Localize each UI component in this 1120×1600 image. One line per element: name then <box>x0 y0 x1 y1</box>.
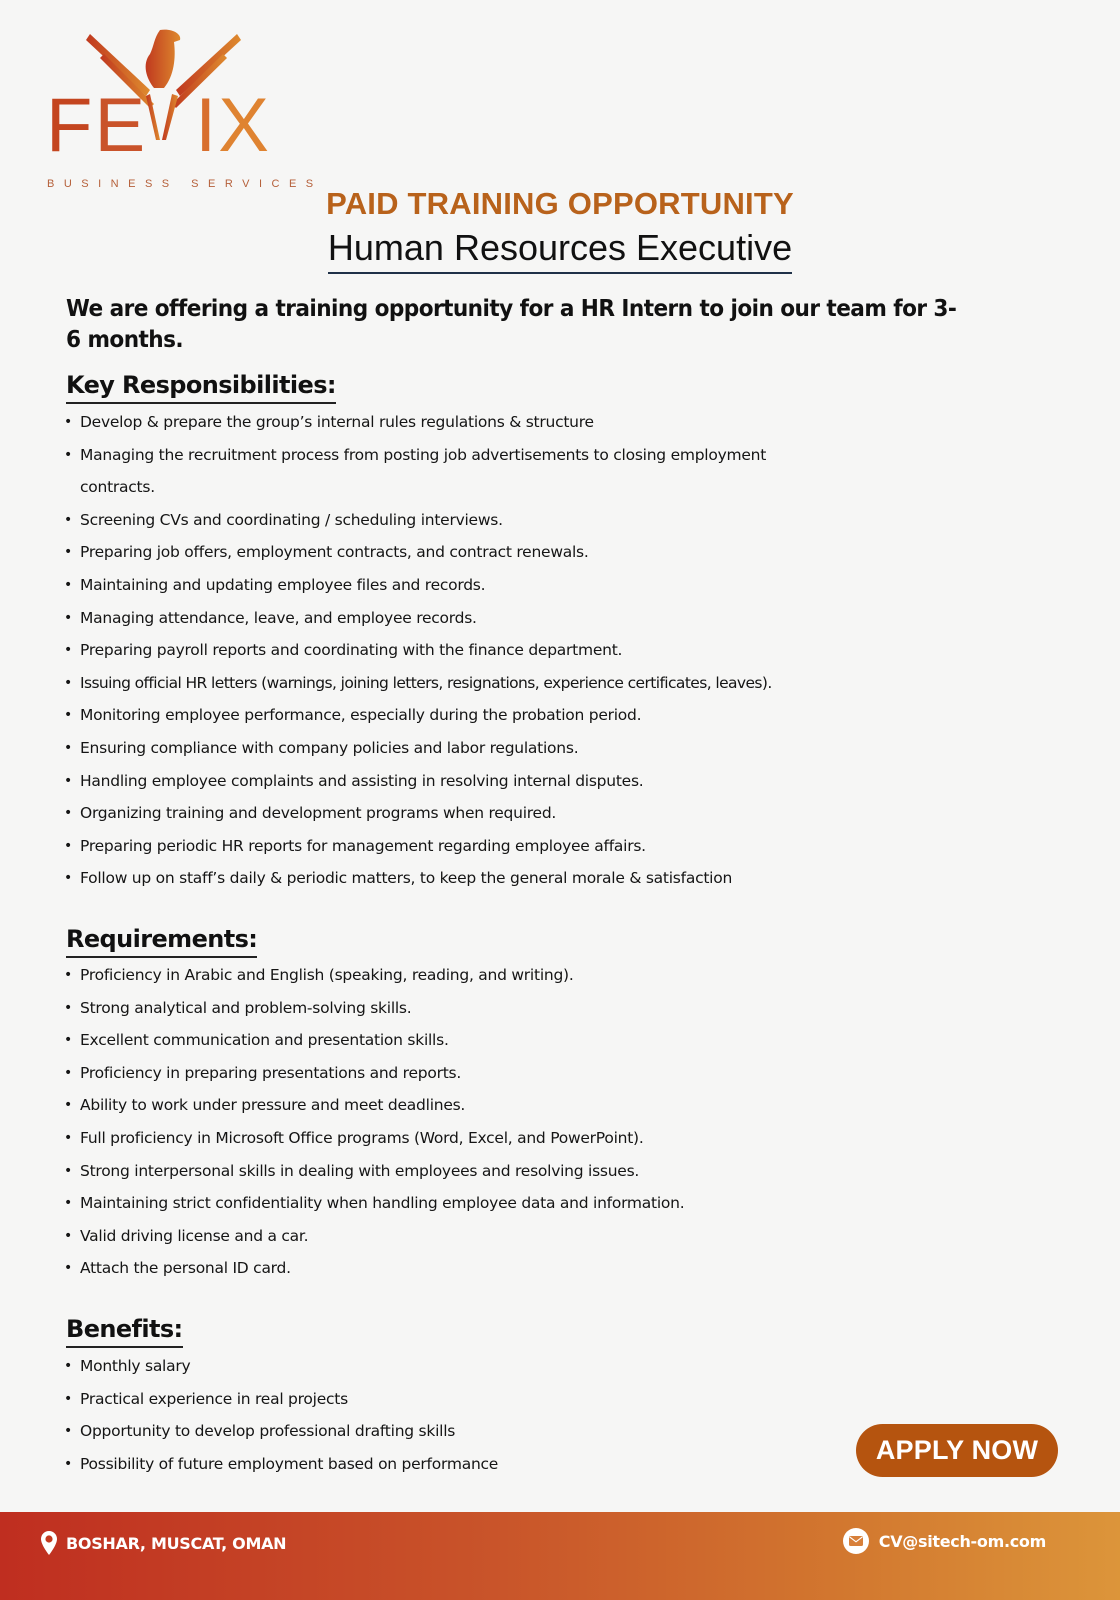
list-item: • Strong interpersonal skills in dealing with employees and resolving issues. <box>64 1155 964 1188</box>
list-item: • Managing attendance, leave, and employee records. <box>64 602 964 635</box>
map-pin-icon <box>40 1530 58 1556</box>
footer <box>0 1512 1120 1600</box>
list-item: • Attach the personal ID card. <box>64 1252 964 1285</box>
list-item: • Ensuring compliance with company policies and labor regulations. <box>64 732 964 765</box>
list-item: • Monthly salary <box>64 1350 964 1383</box>
apply-now-button[interactable]: APPLY NOW <box>856 1424 1058 1477</box>
requirements-list <box>64 959 964 1285</box>
benefits-heading: Benefits: <box>66 1314 183 1348</box>
list-item: • Ability to work under pressure and meet deadlines. <box>64 1089 964 1122</box>
page-title: Human Resources Executive <box>328 226 792 274</box>
list-item: • Possibility of future employment based on performance <box>64 1448 964 1481</box>
requirements-heading: Requirements: <box>66 924 257 958</box>
list-item: • Practical experience in real projects <box>64 1383 964 1416</box>
logo-wordmark: FE IX <box>46 83 271 168</box>
intro-text: We are offering a training opportunity for a HR Intern to join our team for 3-6 months. <box>66 296 957 353</box>
email-link[interactable]: CV@sitech-om.com <box>878 1531 1046 1551</box>
list-item: • Maintaining and updating employee files and records. <box>64 569 964 602</box>
list-item: • Monitoring employee performance, especially during the probation period. <box>64 699 964 732</box>
tagline: PAID TRAINING OPPORTUNITY <box>326 186 794 221</box>
location-text: BOSHAR, MUSCAT, OMAN <box>66 1533 287 1553</box>
list-item: • Full proficiency in Microsoft Office programs (Word, Excel, and PowerPoint). <box>64 1122 964 1155</box>
list-item: • Develop & prepare the group’s internal rules regulations & structure <box>64 406 964 439</box>
list-item: • Proficiency in preparing presentations and reports. <box>64 1057 964 1090</box>
responsibilities-heading: Key Responsibilities: <box>66 370 336 404</box>
list-item: • Managing the recruitment process from posting job advertisements to closing employment contracts. <box>64 439 840 504</box>
list-item: • Opportunity to develop professional drafting skills <box>64 1415 964 1448</box>
list-item: • Proficiency in Arabic and English (speaking, reading, and writing). <box>64 959 964 992</box>
list-item: • Maintaining strict confidentiality when handling employee data and information. <box>64 1187 964 1220</box>
list-item: • Preparing payroll reports and coordinating with the finance department. <box>64 634 964 667</box>
list-item: • Preparing job offers, employment contracts, and contract renewals. <box>64 536 964 569</box>
list-item: • Organizing training and development programs when required. <box>64 797 964 830</box>
list-item: • Preparing periodic HR reports for management regarding employee affairs. <box>64 830 964 863</box>
responsibilities-list <box>64 406 964 895</box>
email-contact[interactable] <box>843 1528 1046 1554</box>
company-logo <box>42 28 323 190</box>
location <box>40 1530 286 1556</box>
benefits-list <box>64 1350 964 1480</box>
list-item: • Handling employee complaints and assisting in resolving internal disputes. <box>64 765 964 798</box>
list-item: • Excellent communication and presentation skills. <box>64 1024 964 1057</box>
list-item: • Valid driving license and a car. <box>64 1220 964 1253</box>
list-item: • Follow up on staff’s daily & periodic matters, to keep the general morale & satisfaction <box>64 862 964 895</box>
list-item: • Screening CVs and coordinating / scheduling interviews. <box>64 504 964 537</box>
logo-subtitle: BUSINESS SERVICES <box>47 178 323 190</box>
list-item: • Strong analytical and problem-solving skills. <box>64 992 964 1025</box>
list-item: • Issuing official HR letters (warnings, joining letters, resignations, experience certificates, leaves). <box>64 667 964 700</box>
envelope-icon <box>843 1528 869 1554</box>
